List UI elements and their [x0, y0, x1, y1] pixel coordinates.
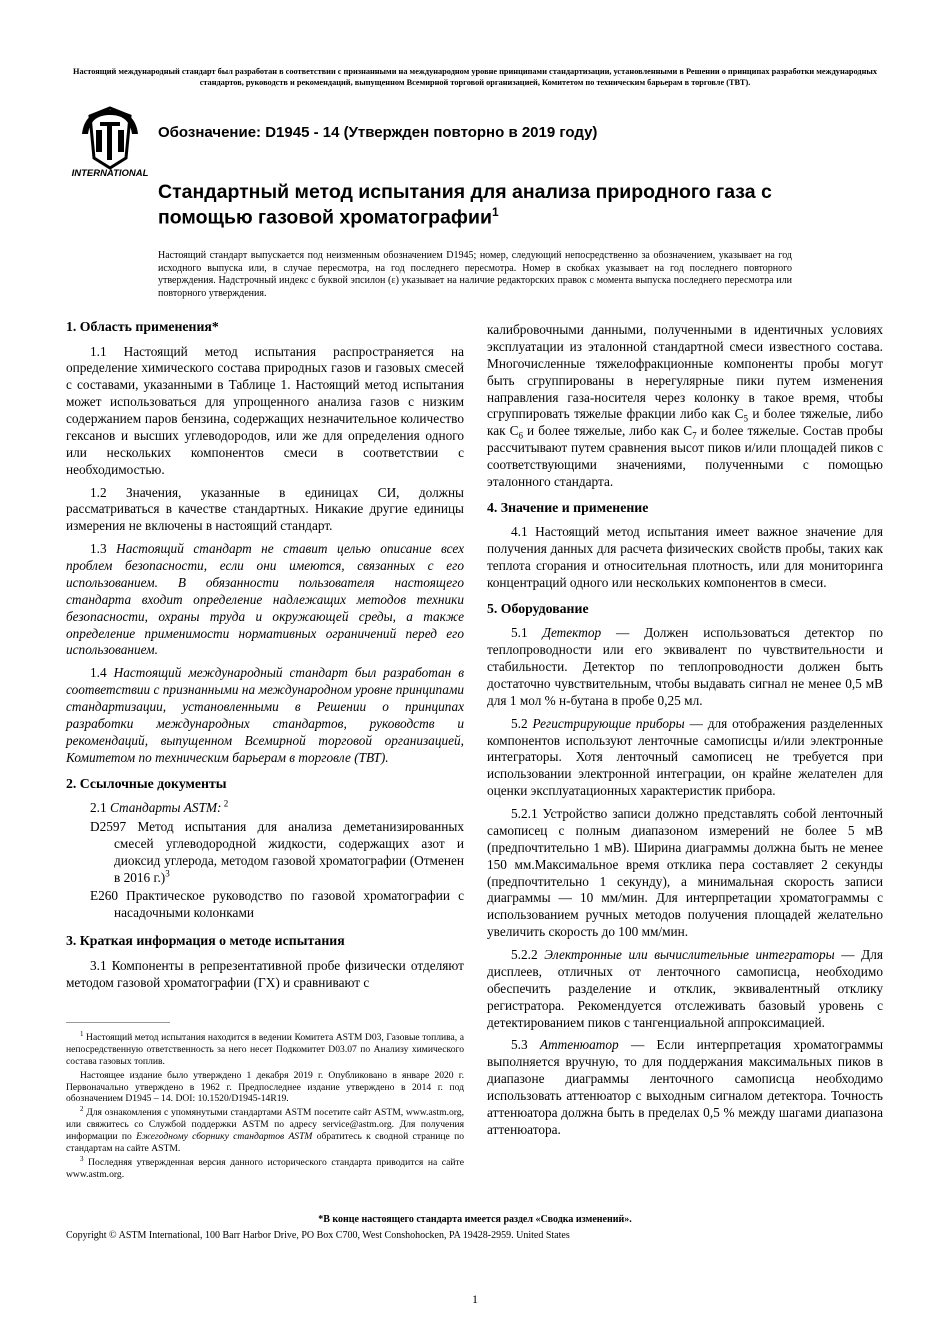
paragraph: 5.2 Регистрирующие приборы — для отображения разделенных компонентов используют ленточные самописцы и/или электронные интеграторы. Хотя ленточный самописец не требуется при использовании электронной интеграции, он крайне желателен для оценки эксплуатационных характеристик прибора.: [487, 715, 883, 799]
footnotes: [66, 1029, 464, 1183]
copyright: Copyright © ASTM International, 100 Barr Harbor Drive, PO Box C700, West Conshohocken, PA 19428-2959. United States: [66, 1230, 570, 1241]
paragraph: 5.1 Детектор — Должен использоваться детектор по теплопроводности или его эквивалент по чувствительности и стабильности. Детектор по теплопроводности должен быть достаточно чувствительным, чтобы выдавать сигнал не менее 0,5 мВ для 1 мол % н-бутана в пробе 0,25 мл.: [487, 625, 883, 708]
designation: Обозначение: D1945 - 14 (Утвержден повторно в 2019 году): [158, 124, 598, 141]
document-title: Стандартный метод испытания для анализа природного газа с помощью газовой хроматографии$^1$: [158, 181, 772, 229]
paragraph: 4.1 Настоящий метод испытания имеет важное значение для получения данных для расчета физических свойств пробы, таких как теплота сгорания и относительная плотность, или для мониторинга концентраций одного или нескольких компонентов в смеси.: [487, 524, 883, 590]
left-column: [66, 318, 464, 997]
paragraph: 2.1 Стандарты ASTM: $^2$: [90, 798, 229, 816]
paragraph: 5.2.1 Устройство записи должно представлять собой ленточный самописец с полным диапазоном измерений не более 5 мВ (предпочтительно 1 мВ). Ширина диаграммы должна быть не менее 150 мм.Максимальное время отклика пера составляет 2 секунды (предпочтительно 1 секунду), а минимальная скорость записи диаграммы — 10 мм/мин. Для интерпретации хроматограммы с использованием ручных методов получения площадей желательно увеличить скорость до 100 мм/мин.: [487, 806, 883, 940]
paragraph: 3.1 Компоненты в репрезентативной пробе физически отделяют методом газовой хроматографии (ГХ) и сравнивают с: [66, 957, 464, 990]
section-heading: 2. Ссылочные документы: [66, 775, 227, 791]
section-heading: 4. Значение и применение: [487, 499, 649, 515]
footnote: $^1$ Настоящий метод испытания находится в ведении Комитета ASTM D03, Газовые топлива, а непосредственную ответственность за него несет Подкомитет D03.07 по Анализу химического состава газовых топлив.: [66, 1029, 464, 1067]
paragraph: 1.1 Настоящий метод испытания распространяется на определение химического состава природных газов и газовых смесей с составами, указанными в Таблице 1. Настоящий метод испытания может использоваться для упрощенного анализа газов с низким содержанием паров бензина, содержащих незначительное количество гексанов и высших углеводородов, или же для определения одного или нескольких компонентов смеси в соответствии с необходимостью.: [66, 343, 464, 477]
page-number: 1: [472, 1292, 478, 1306]
paragraph: 5.2.2 Электронные или вычислительные интеграторы — Для дисплеев, отличных от ленточного самописца, необходимо обеспечить разделение и отклик, эквивалентный отклику регистратора. Рекомендуется отслеживать базовый уровень с детектированием пиков с тангенциальной аппроксимацией.: [487, 947, 883, 1030]
paragraph: 1.4 Настоящий международный стандарт был разработан в соответствии с признанными на международном уровне принципами стандартизации, установленными в Решении о принципах разработки международных стандартов, руководств и рекомендаций, выпущенном Всемирной торговой организацией, Комитетом по техническим барьерам в торговле (ТВТ).: [66, 665, 464, 765]
reference-item: E260 Практическое руководство по газовой хроматографии с насадочными колонками: [90, 888, 464, 921]
footnote: $^3$ Последняя утвержденная версия данного исторического стандарта приводится на сайте www.astm.org.: [66, 1154, 464, 1180]
issue-note: Настоящий стандарт выпускается под неизменным обозначением D1945; номер, следующий непосредственно за обозначением, указывает на год исходного выпуска или, в случае пересмотра, на год последнего пересмотра. Номер в скобках указывает на год последнего повторного утверждения. Надстрочный индекс с буквой эпсилон (ε) указывает на наличие редакторских правок с момента выпуска последнего пересмотра или повторного утверждения.: [158, 250, 792, 300]
paragraph: 5.3 Аттенюатор — Если интерпретация хроматограммы выполняется вручную, то для поддержания максимальных пиков в диапазоне диаграммы ленточного самописца необходимо использовать аттенюатор с выходным сигналом детектора. Точность аттенюатора должна быть в пределах 0,5 % между шагами диапазона аттенюатора.: [487, 1037, 883, 1137]
section-heading: 3. Краткая информация о методе испытания: [66, 933, 345, 949]
paragraph: 1.3 Настоящий стандарт не ставит целью описание всех проблем безопасности, если они имеются, связанных с его использованием. В обязанности пользователя настоящего стандарта входит определение надлежащих методов техники безопасности, охраны труда и окружающей среды, а также определение применимости нормативных ограничений перед его использованием.: [66, 541, 464, 658]
paragraph: калибровочными данными, полученными в идентичных условиях эксплуатации из эталонной стандартной смеси известного состава. Многочисленные тяжелофракционные компоненты пробы могут быть сгруппированы в нерегулярные пики путем изменения направления газа-носителя через колонку в такое время, чтобы сгруппировать тяжелые фракции либо как $C_5$ и более тяжелые, либо как $C_6$ и более тяжелые, либо как $C_7$ и более тяжелые. Состав пробы рассчитывают путем сравнения высот пиков и/или площадей пиков с соответствующими значениями, полученными с помощью эталонного стандарта.: [487, 322, 884, 489]
section-heading: 1. Область применения*: [66, 319, 219, 334]
paragraph: 1.2 Значения, указанные в единицах СИ, должны рассматриваться в качестве стандартных. Никакие другие единицы измерения не включены в настоящий стандарт.: [66, 484, 464, 534]
astm-logo: [66, 106, 154, 178]
section-heading: 5. Оборудование: [487, 600, 589, 616]
reference-item: D2597 Метод испытания для анализа деметанизированных смесей углеводородной жидкости, содержащих азот и диоксид углерода, методом газовой хроматографии (Отменен в 2016 г.)$^3$: [90, 818, 464, 885]
reference-list: [90, 819, 464, 922]
svg-text:INTERNATIONAL: INTERNATIONAL: [71, 168, 149, 178]
footnote-separator: [66, 1022, 170, 1023]
top-note: Настоящий международный стандарт был разработан в соответствии с признанными на международном уровне принципами стандартизации, установленными в Решении о принципах разработки международных стандартов, руководств и рекомендаций, выпущенном Всемирной торговой организацией, Комитетом по техническим барьерам в торговле (ТВТ).: [73, 67, 877, 87]
right-column: [487, 322, 883, 1145]
summary-of-changes-note: *В конце настоящего стандарта имеется раздел «Сводка изменений».: [318, 1214, 632, 1225]
footnote: $^2$ Для ознакомления с упомянутыми стандартами ASTM посетите сайт ASTM, www.astm.org, или свяжитесь со Службой поддержки ASTM по адресу service@astm.org. Для получения информации по Ежегодному сборнику стандартов ASTM обратитесь к сводной странице по стандартам на сайте ASTM.: [66, 1105, 464, 1155]
footnote: Настоящее издание было утверждено 1 декабря 2019 г. Опубликовано в январе 2020 г. Первоначально утверждено в 1962 г. Предпоследнее издание утверждено в 2014 г. под обозначением D1945 – 14. DOI: 10.1520/D1945-14R19.: [66, 1069, 464, 1105]
